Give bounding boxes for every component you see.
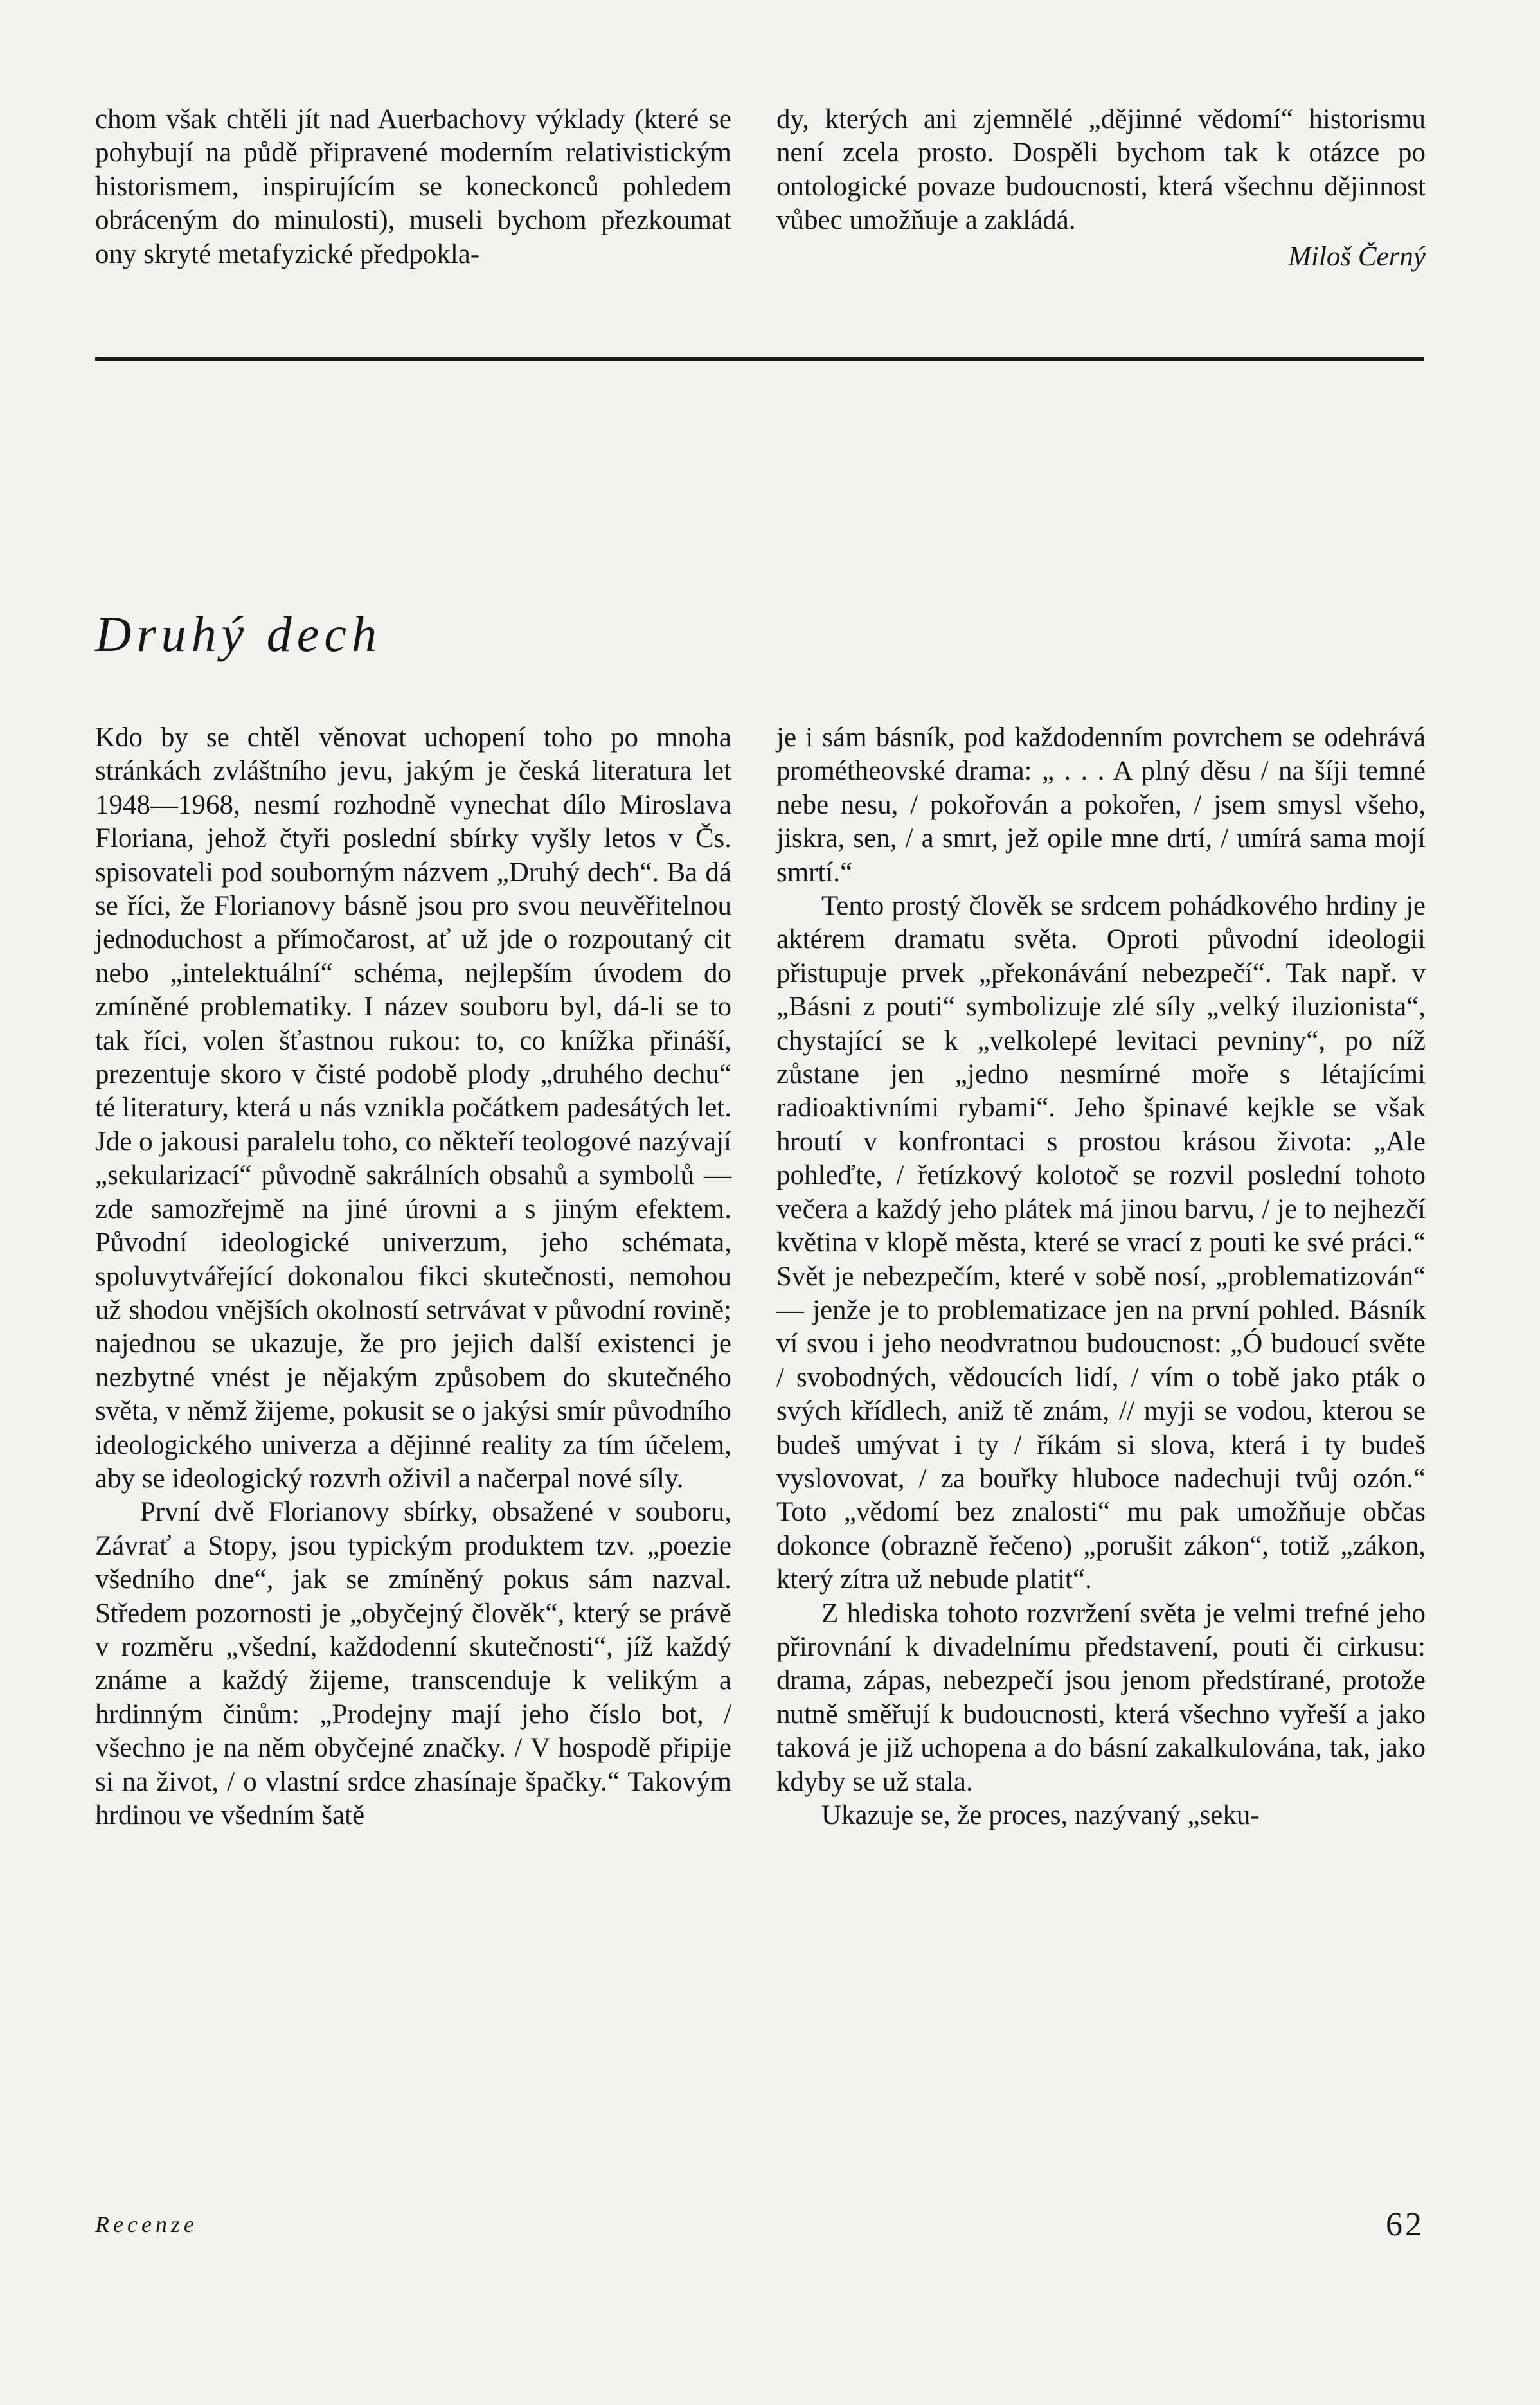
paragraph: je i sám básník, pod každodenním povrchem se odehrává prométheovské drama: „ . . . A plný děsu / na šíji temné nebe nesu, / pokořován a pokořen, / jsem smysl všeho, jiskra, sen, / a smrt, jež opile mne drtí, / umírá sama mojí smrtí.“ (776, 722, 1426, 888)
paragraph: Z hlediska tohoto rozvržení světa je velmi trefné jeho přirovnání k divadelnímu představení, pouti či cirkusu: drama, zápas, nebezpečí jsou jenom předstírané, protože nutně směřují k budoucnosti, která všechno vyřeší a jako taková je již uchopena a do básní zakalkulována, tak, jako kdyby se už stala. (776, 1598, 1426, 1797)
article-left-column (95, 721, 731, 1832)
author-signature: Miloš Černý (1288, 241, 1426, 272)
section-label: Recenze (95, 2212, 198, 2237)
previous-article-right-column (776, 103, 1426, 274)
page-number: 62 (1386, 2206, 1424, 2243)
paragraph: První dvě Florianovy sbírky, obsažené v souboru, Závrať a Stopy, jsou typickým produktem tzv. „poezie všedního dne“, jak se zmíněný pokus sám nazval. Středem pozornosti je „obyčejný člověk“, který se právě v rozměru „všední, každodenní skutečnosti“, jíž každý známe a každý žijeme, transcenduje k velikým a hrdinným činům: „Prodejny mají jeho číslo bot, / všechno je na něm obyčejné značky. / V hospodě připije si na život, / o vlastní srdce zhasínaje špačky.“ Takovým hrdinou ve všedním šatě (95, 1497, 731, 1830)
section-divider (95, 357, 1424, 361)
article-title: Druhý dech (95, 606, 382, 662)
previous-article-left-column (95, 103, 731, 271)
previous-article-text-left: chom však chtěli jít nad Auerbachovy výklady (které se pohybují na půdě připravené moderním relativistickým historismem, inspirujícím se koneckonců pohledem obráceným do minulosti), museli bychom přezkoumat ony skryté metafyzické předpokla- (95, 104, 731, 269)
article-right-column (776, 721, 1426, 1832)
paragraph: Tento prostý člověk se srdcem pohádkového hrdiny je aktérem dramatu světa. Oproti původní ideologii přistupuje prvek „překonávání nebezpečí“. Tak např. v „Básni z pouti“ symbolizuje zlé síly „velký iluzionista“, chystající se k „velkolepé levitaci pevniny“, po níž zůstane jen „jedno nesmírné moře s létajícími radioaktivními rybami“. Jeho špinavé kejkle se však hroutí v konfrontaci s prostou krásou života: „Ale pohleďte, / řetízkový kolotoč se rozvil poslední tohoto večera a každý jeho plátek má jinou barvu, / je to nejhezčí květina v klopě města, které se vrací z pouti ke své práci.“ Svět je nebezpečím, které v sobě nosí, „problematizován“ — jenže je to problematizace jen na první pohled. Básník ví svou i jeho neodvratnou budoucnost: „Ó budoucí světe / svobodných, vědoucích lidí, / vím o tobě jako pták o svých křídlech, aniž tě znám, // myji se vodou, kterou se budeš umývat i ty / říkám si slova, která i ty budeš vyslovovat, / za bouřky hluboce nadechuji tvůj ozón.“ Toto „vědomí bez znalosti“ mu pak umožňuje občas dokonce (obrazně řečeno) „porušit zákon“, totiž „zákon, který zítra už nebude platit“. (776, 891, 1426, 1595)
paragraph: Kdo by se chtěl věnovat uchopení toho po mnoha stránkách zvláštního jevu, jakým je česká literatura let 1948—1968, nesmí rozhodně vynechat dílo Miroslava Floriana, jehož čtyři poslední sbírky vyšly letos v Čs. spisovateli pod souborným názvem „Druhý dech“. Ba dá se říci, že Florianovy básně jsou pro svou neuvěřitelnou jednoduchost a přímočarost, ať už jde o rozpoutaný cit nebo „intelektuální“ schéma, nejlepším úvodem do zmíněné problematiky. I název souboru byl, dá-li se to tak říci, volen šťastnou rukou: to, co knížka přináší, prezentuje skoro v čisté podobě plody „druhého dechu“ té literatury, která u nás vznikla počátkem padesátých let. Jde o jakousi paralelu toho, co někteří teologové nazývají „sekularizací“ původně sakrálních obsahů a symbolů — zde samozřejmě na jiné úrovni a s jiným efektem. Původní ideologické univerzum, jeho schémata, spoluvytvářející dokonalou fikci skutečnosti, nemohou už shodou vnějších okolností setrvávat v původní rovině; najednou se ukazuje, že pro jejich další existenci je nezbytné vnést je nějakým způsobem do skutečného světa, v němž žijeme, pokusit se o jakýsi smír původního ideologického univerza a dějinné reality za tím účelem, aby se ideologický rozvrh oživil a načerpal nové síly. (95, 722, 731, 1494)
previous-article-text-right: dy, kterých ani zjemnělé „dějinné vědomí“ historismu není zcela prosto. Dospěli bychom tak k otázce po ontologické povaze budoucnosti, která všechnu dějinnost vůbec umožňuje a zakládá. (776, 104, 1426, 236)
paragraph: Ukazuje se, že proces, nazývaný „seku- (821, 1800, 1260, 1830)
